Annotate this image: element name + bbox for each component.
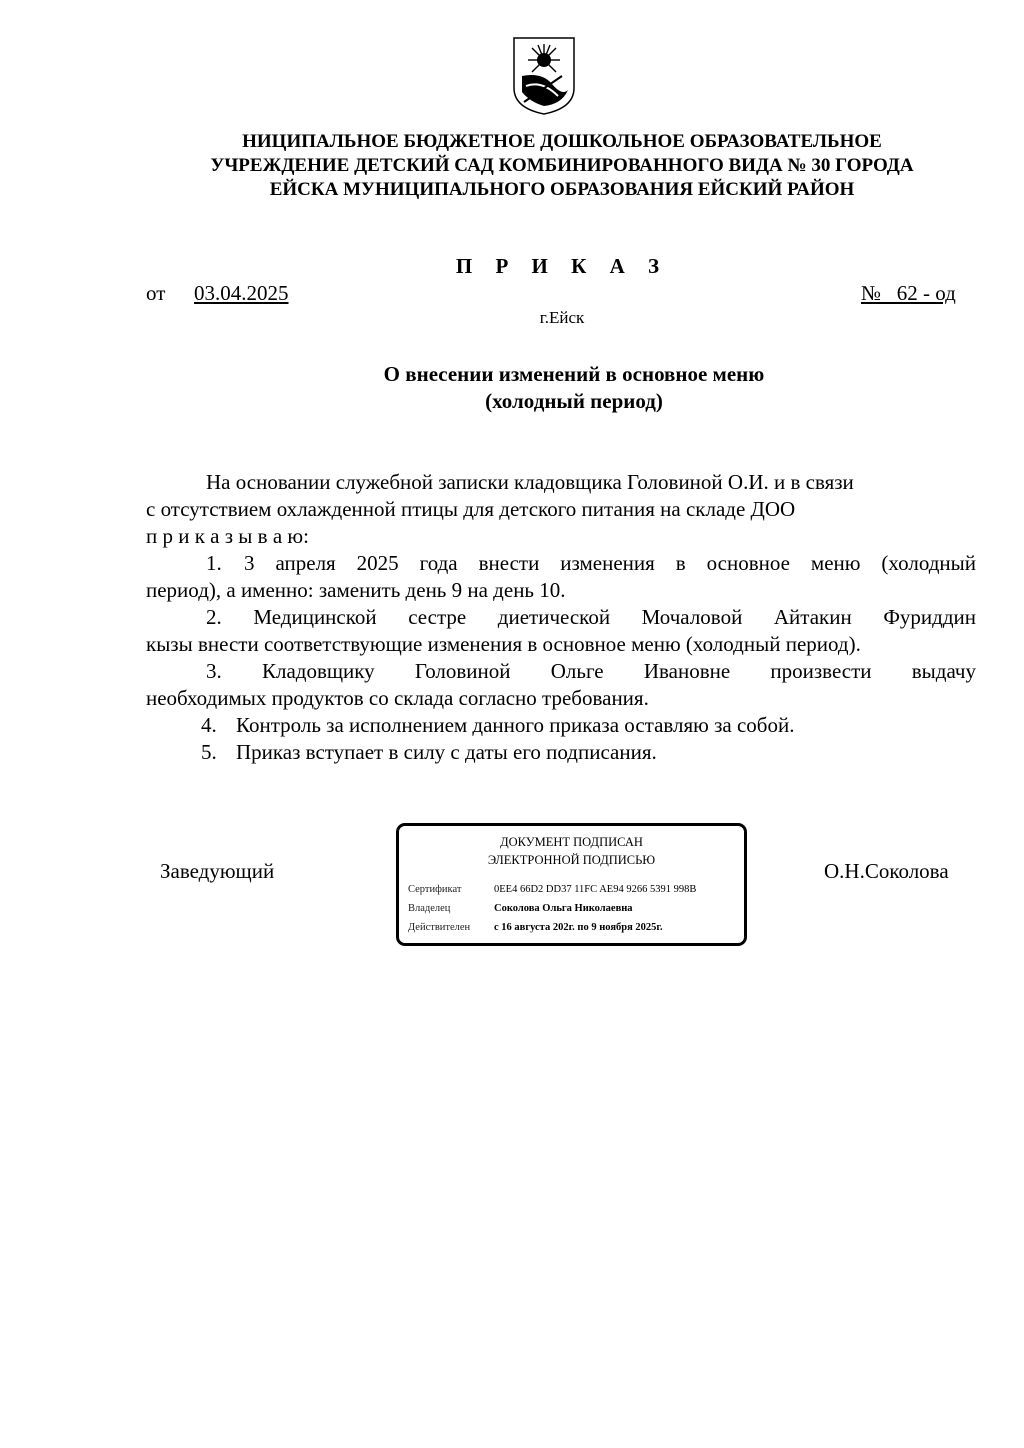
signer-position: Заведующий	[160, 859, 275, 883]
coat-of-arms-icon	[512, 36, 576, 116]
org-line-2: УЧРЕЖДЕНИЕ ДЕТСКИЙ САД КОМБИНИРОВАННОГО ВИДА № 30 ГОРОДА	[210, 155, 914, 176]
document-title: П Р И К А З	[455, 254, 669, 278]
stamp-owner-label: Владелец	[408, 903, 451, 914]
subject-line-1: О внесении изменений в основное меню	[383, 362, 765, 386]
item-4-text: Контроль за исполнением данного приказа оставляю за собой.	[236, 713, 795, 737]
item-3-line-2: необходимых продуктов со склада согласно требования.	[146, 686, 649, 710]
date-label: от	[146, 281, 166, 305]
city: г.Ейск	[539, 308, 585, 327]
electronic-signature-stamp	[396, 823, 747, 946]
signer-name: О.Н.Соколова	[824, 859, 949, 883]
item-5-text: Приказ вступает в силу с даты его подписания.	[236, 740, 657, 764]
item-2-line-1: 2. Медицинской сестре диетической Мочаловой Айтакин Фуриддин	[206, 605, 976, 629]
subject-line-2: (холодный период)	[485, 389, 663, 413]
item-2-line-2: кызы внести соответствующие изменения в основное меню (холодный период).	[146, 632, 861, 656]
stamp-cert-value: 0EE4 66D2 DD37 11FC AE94 9266 5391 998B	[494, 884, 697, 895]
org-line-1: НИЦИПАЛЬНОЕ БЮДЖЕТНОЕ ДОШКОЛЬНОЕ ОБРАЗОВАТЕЛЬНОЕ	[242, 131, 882, 152]
item-1-line-1	[146, 550, 976, 577]
item-4	[146, 712, 976, 739]
item-1-line-2: период), а именно: заменить день 9 на день 10.	[146, 578, 566, 602]
stamp-heading-1: ДОКУМЕНТ ПОДПИСАН	[500, 835, 643, 849]
stamp-owner-value: Соколова Ольга Николаевна	[494, 903, 633, 914]
stamp-valid-label: Действителен	[408, 922, 471, 933]
organization-name	[100, 130, 1024, 202]
intro-line-1: На основании служебной записки кладовщика Головиной О.И. и в связи	[206, 470, 854, 494]
stamp-valid-value: с 16 августа 202г. по 9 ноября 2025г.	[494, 922, 663, 933]
item-1-text: 3 апреля 2025 года внести изменения в основное меню (холодный	[244, 551, 976, 575]
item-5-number: 5.	[201, 740, 217, 764]
stamp-cert-label: Сертификат	[408, 884, 462, 895]
order-body	[146, 469, 976, 766]
order-subject	[300, 361, 848, 415]
order-date: 03.04.2025	[194, 281, 289, 305]
org-line-3: ЕЙСКА МУНИЦИПАЛЬНОГО ОБРАЗОВАНИЯ ЕЙСКИЙ РАЙОН	[269, 179, 855, 200]
stamp-heading-2: ЭЛЕКТРОННОЙ ПОДПИСЬЮ	[487, 853, 656, 867]
order-number: № 62 - од	[861, 281, 956, 305]
item-3-line-1: 3. Кладовщику Головиной Ольге Ивановне произвести выдачу	[206, 659, 976, 683]
item-5	[146, 739, 976, 766]
intro-line-2: с отсутствием охлажденной птицы для детского питания на складе ДОО	[146, 497, 796, 521]
order-word: п р и к а з ы в а ю:	[146, 524, 309, 548]
item-4-number: 4.	[201, 713, 217, 737]
item-1-number: 1.	[206, 551, 222, 575]
